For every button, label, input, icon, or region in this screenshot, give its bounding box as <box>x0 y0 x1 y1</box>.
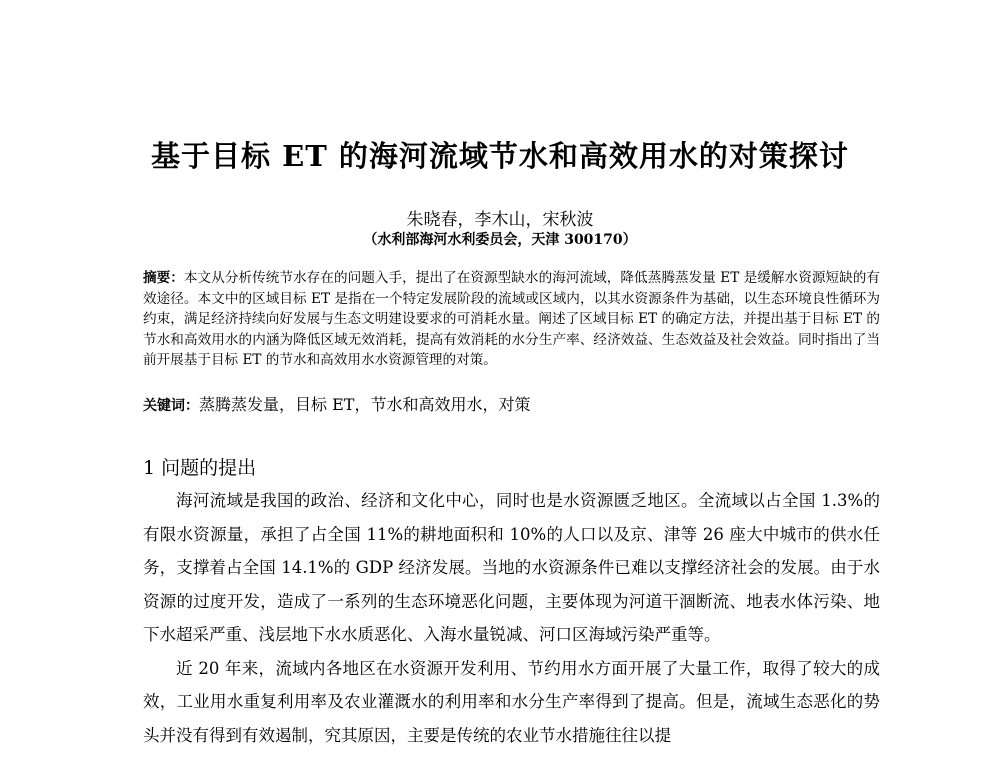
body-paragraph: 海河流域是我国的政治、经济和文化中心，同时也是水资源匮乏地区。全流域以占全国 1.3%的有限水资源量，承担了占全国 11%的耕地面积和 10%的人口以及京、津等 26 座大中城市的供水任务，支撑着占全国 14.1%的 GDP 经济发展。当地的水资源条件已难以支撑经济社会的发展。由于水资源的过度开发，造成了一系列的生态环境恶化问题，主要体现为河道干涸断流、地表水体污染、地下水超采严重、浅层地下水水质恶化、入海水量锐减、河口区海域污染严重等。 <box>143 491 880 644</box>
keywords-label: 关键词： <box>143 398 199 414</box>
section-heading: 1 问题的提出 <box>143 457 257 479</box>
body-paragraph: 近 20 年来，流域内各地区在水资源开发利用、节约用水方面开展了大量工作，取得了较大的成效，工业用水重复利用率及农业灌溉水的利用率和水分生产率得到了提高。但是，流域生态恶化的势头并没有得到有效遏制，究其原因，主要是传统的农业节水措施往往以提 <box>143 658 880 745</box>
author-affiliation: （水利部海河水利委员会，天津 300170） <box>363 232 637 248</box>
paper-title: 基于目标 ET 的海河流域节水和高效用水的对策探讨 <box>151 139 849 173</box>
abstract-text: 本文从分析传统节水存在的问题入手，提出了在资源型缺水的海河流域，降低蒸腾蒸发量 ET 是缓解水资源短缺的有效途径。本文中的区域目标 ET 是指在一个特定发展阶段的流域或区域内，以其水资源条件为基础，以生态环境良性循环为约束，满足经济持续向好发展与生态文明建设要求的可消耗水量。阐述了区域目标 ET 的确定方法，并提出基于目标 ET 的节水和高效用水的内涵为降低区域无效消耗，提高有效消耗的水分生产率、经济效益、生态效益及社会效益。同时指出了当前开展基于目标 ET 的节水和高效用水水资源管理的对策。 <box>143 270 880 369</box>
keywords-block <box>143 393 880 418</box>
keywords-text: 蒸腾蒸发量，目标 ET，节水和高效用水，对策 <box>199 395 531 414</box>
body-text <box>143 484 880 752</box>
abstract-block <box>143 268 880 371</box>
abstract-label: 摘要： <box>143 270 184 286</box>
author-list: 朱晓春，李木山，宋秋波 <box>406 210 594 230</box>
